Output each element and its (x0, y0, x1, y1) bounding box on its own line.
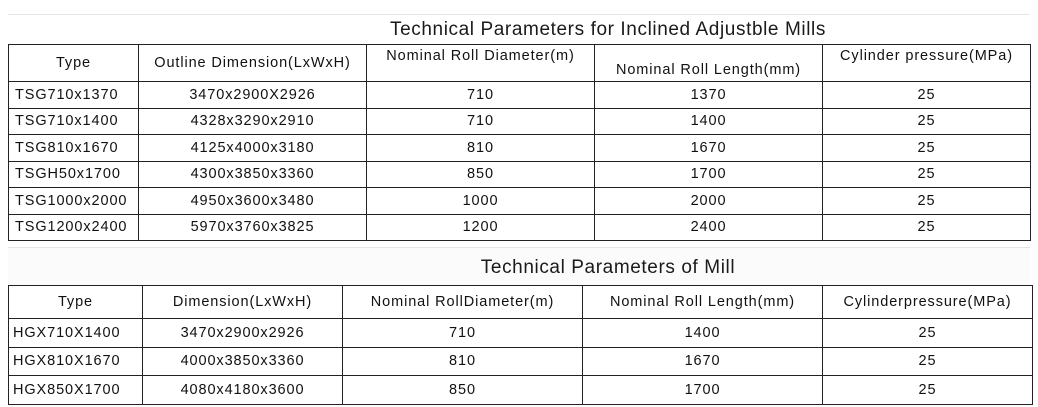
table-row (9, 319, 1033, 348)
inclined-mills-title: Technical Parameters for Inclined Adjustble Mills (390, 19, 826, 40)
cell-roll-diameter: 710 (367, 108, 595, 135)
cell-type: TSGH50x1700 (9, 161, 139, 188)
cell-dimension: 4300x3850x3360 (139, 161, 367, 188)
table-row (9, 214, 1031, 241)
cell-roll-diameter: 710 (343, 319, 583, 348)
cell-type: TSG710x1370 (9, 82, 139, 109)
cell-roll-length: 2400 (595, 214, 823, 241)
cell-type: TSG810x1670 (9, 135, 139, 162)
column-header-roll-length: Nominal Roll Length(mm) (595, 45, 823, 82)
cell-dimension: 4080x4180x3600 (143, 376, 343, 405)
column-header-type: Type (9, 45, 139, 82)
column-header-cylinder-pressure: Cylinder pressure(MPa) (823, 45, 1031, 82)
table-row (9, 376, 1033, 405)
cell-roll-length: 1370 (595, 82, 823, 109)
cell-roll-length: 1400 (583, 319, 823, 348)
cell-type: TSG710x1400 (9, 108, 139, 135)
inclined-mills-table (8, 44, 1031, 241)
column-header-roll-length: Nominal Roll Length(mm) (583, 286, 823, 319)
table-row (9, 188, 1031, 215)
cell-dimension: 4125x4000x3180 (139, 135, 367, 162)
cell-type: TSG1200x2400 (9, 214, 139, 241)
cell-roll-length: 1700 (583, 376, 823, 405)
mill-title: Technical Parameters of Mill (480, 257, 736, 278)
column-header-type: Type (9, 286, 143, 319)
cell-cylinder-pressure: 25 (823, 376, 1033, 405)
column-header-dimension: Dimension(LxWxH) (143, 286, 343, 319)
table-row (9, 135, 1031, 162)
cell-roll-length: 1670 (583, 347, 823, 376)
cell-cylinder-pressure: 25 (823, 82, 1031, 109)
cell-roll-diameter: 1200 (367, 214, 595, 241)
cell-cylinder-pressure: 25 (823, 214, 1031, 241)
cell-type: TSG1000x2000 (9, 188, 139, 215)
cell-dimension: 4328x3290x2910 (139, 108, 367, 135)
table-header-row (9, 45, 1031, 82)
table-row (9, 347, 1033, 376)
cell-type: HGX710X1400 (9, 319, 143, 348)
cell-dimension: 3470x2900x2926 (143, 319, 343, 348)
cell-dimension: 4950x3600x3480 (139, 188, 367, 215)
cell-cylinder-pressure: 25 (823, 108, 1031, 135)
cell-roll-length: 1400 (595, 108, 823, 135)
mill-caption-bar (8, 247, 1030, 286)
cell-roll-diameter: 810 (343, 347, 583, 376)
cell-dimension: 5970x3760x3825 (139, 214, 367, 241)
cell-cylinder-pressure: 25 (823, 135, 1031, 162)
cell-roll-diameter: 810 (367, 135, 595, 162)
cell-dimension: 4000x3850x3360 (143, 347, 343, 376)
inclined-mills-caption-bar (8, 14, 1030, 45)
column-header-dimension: Outline Dimension(LxWxH) (139, 45, 367, 82)
table-row (9, 108, 1031, 135)
cell-roll-diameter: 710 (367, 82, 595, 109)
cell-roll-length: 2000 (595, 188, 823, 215)
cell-cylinder-pressure: 25 (823, 161, 1031, 188)
cell-cylinder-pressure: 25 (823, 188, 1031, 215)
column-header-roll-diameter: Nominal RollDiameter(m) (343, 286, 583, 319)
column-header-cylinder-pressure: Cylinderpressure(MPa) (823, 286, 1033, 319)
cell-cylinder-pressure: 25 (823, 347, 1033, 376)
cell-cylinder-pressure: 25 (823, 319, 1033, 348)
cell-roll-length: 1670 (595, 135, 823, 162)
table-row (9, 161, 1031, 188)
cell-type: HGX810X1670 (9, 347, 143, 376)
cell-type: HGX850X1700 (9, 376, 143, 405)
mill-table (8, 285, 1033, 405)
table-row (9, 82, 1031, 109)
cell-roll-length: 1700 (595, 161, 823, 188)
cell-roll-diameter: 850 (343, 376, 583, 405)
table-header-row (9, 286, 1033, 319)
cell-dimension: 3470x2900X2926 (139, 82, 367, 109)
cell-roll-diameter: 850 (367, 161, 595, 188)
column-header-roll-diameter: Nominal Roll Diameter(m) (367, 45, 595, 82)
cell-roll-diameter: 1000 (367, 188, 595, 215)
